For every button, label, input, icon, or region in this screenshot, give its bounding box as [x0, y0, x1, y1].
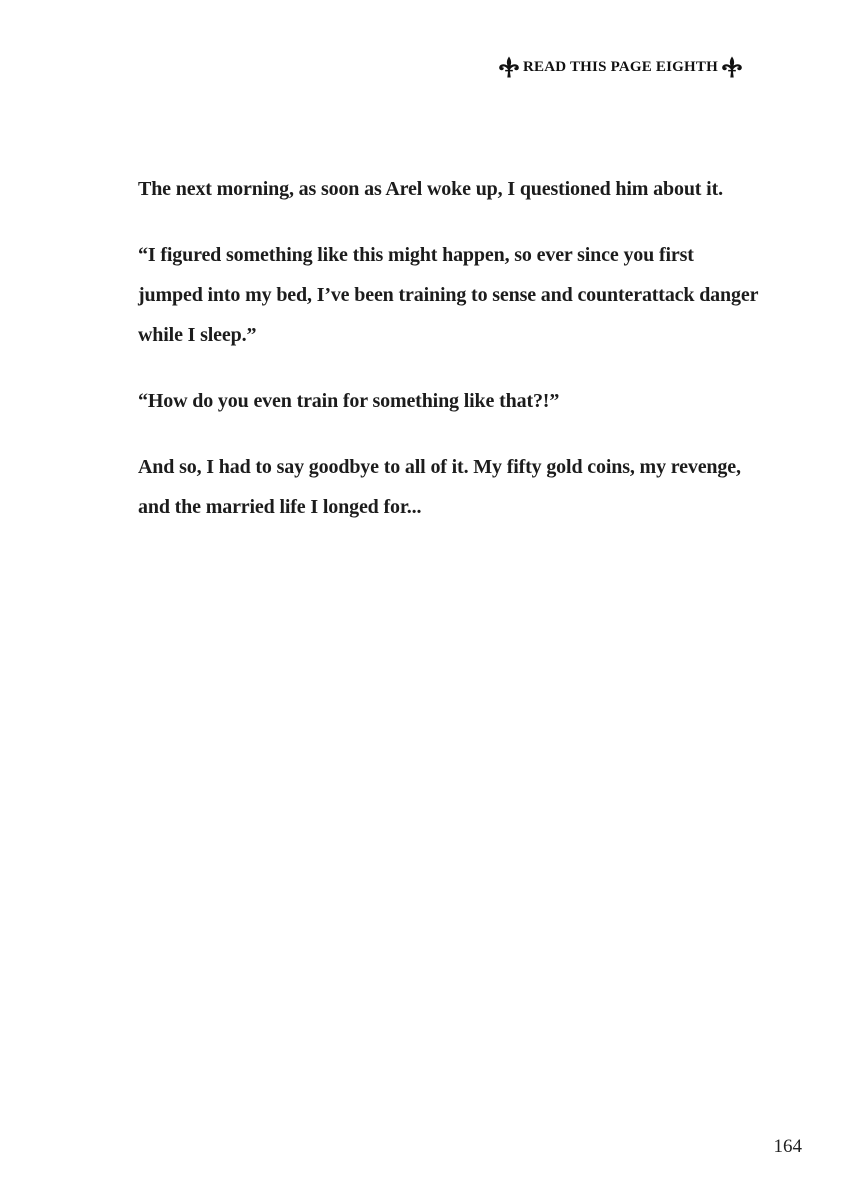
fleur-de-lis-icon: [497, 55, 521, 79]
paragraph-3: “How do you even train for something like that?!”: [138, 390, 560, 412]
paragraph-2: “I figured something like this might happen, so ever since you first jumped into my bed, I’ve been training to sense and counterattack danger while I sleep.”: [138, 244, 758, 346]
body-text: [138, 169, 758, 527]
paragraph-1: The next morning, as soon as Arel woke up, I questioned him about it.: [138, 178, 723, 200]
paragraph-4: And so, I had to say goodbye to all of it. My fifty gold coins, my revenge, and the married life I longed for...: [138, 456, 741, 518]
running-header: [497, 53, 757, 81]
running-title: READ THIS PAGE EIGHTH: [523, 59, 718, 75]
page-number: 164: [773, 1136, 802, 1157]
fleur-de-lis-icon: [720, 55, 744, 79]
